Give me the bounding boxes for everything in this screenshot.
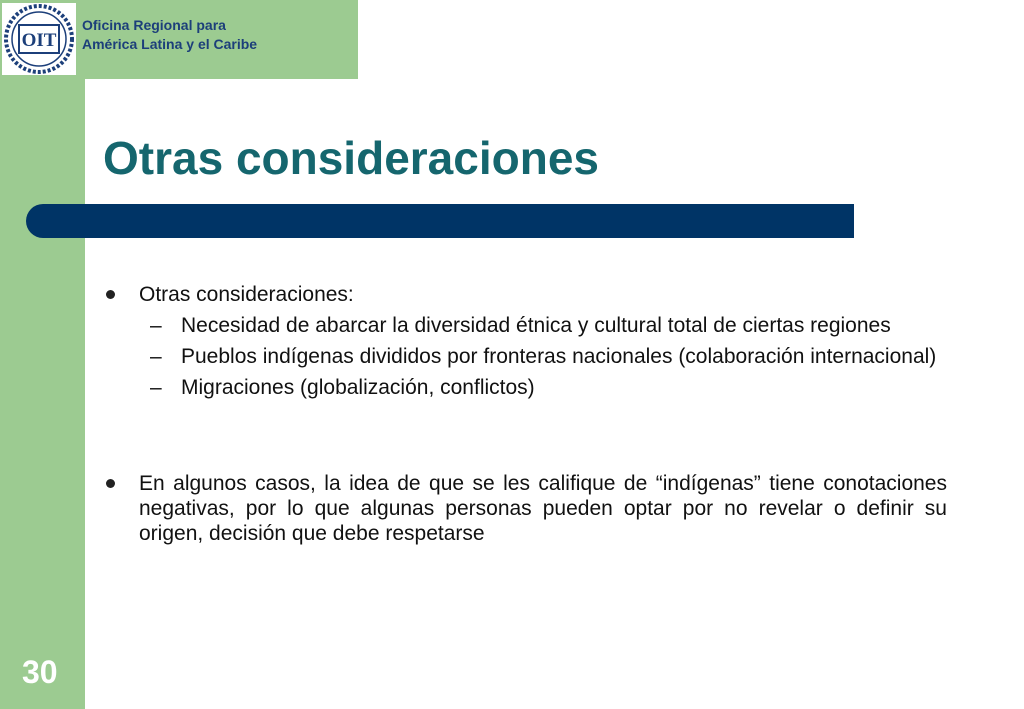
slide-number: 30 (22, 654, 58, 690)
dash-icon: – (150, 314, 162, 337)
sub-bullet-text: Necesidad de abarcar la diversidad étnica y cultural total de ciertas regiones (181, 314, 891, 337)
bullet-text: En algunos casos, la idea de que se les califique de “indígenas” tiene conotaciones negativas, por lo que algunas personas pueden optar por no revelar o definir su origen, decisión que debe respetarse (139, 472, 947, 545)
oit-logo-text: OIT (21, 30, 57, 51)
bullet-dot-icon (106, 479, 115, 488)
bullet-item (105, 471, 947, 546)
org-name-line2: América Latina y el Caribe (82, 36, 258, 52)
bullet-spacer (105, 400, 947, 471)
bullet-item (105, 282, 947, 307)
sub-bullet-item (105, 344, 947, 369)
dash-icon: – (150, 345, 162, 368)
sub-bullet-text: Migraciones (globalización, conflictos) (181, 376, 535, 399)
slide-title: Otras consideraciones (103, 132, 599, 184)
oit-logo (2, 3, 76, 75)
org-name-line1: Oficina Regional para (82, 17, 226, 33)
slide-body (105, 282, 947, 546)
bullet-text: Otras consideraciones: (139, 283, 354, 306)
sub-bullet-text: Pueblos indígenas divididos por fronteras nacionales (colaboración internacional) (181, 345, 937, 368)
sub-bullet-item (105, 313, 947, 338)
title-underline-bar (26, 204, 854, 238)
left-sidebar-band (0, 0, 85, 709)
bullet-dot-icon (106, 290, 115, 299)
dash-icon: – (150, 376, 162, 399)
header-corner-curve (85, 79, 119, 113)
sub-bullet-item (105, 375, 947, 400)
